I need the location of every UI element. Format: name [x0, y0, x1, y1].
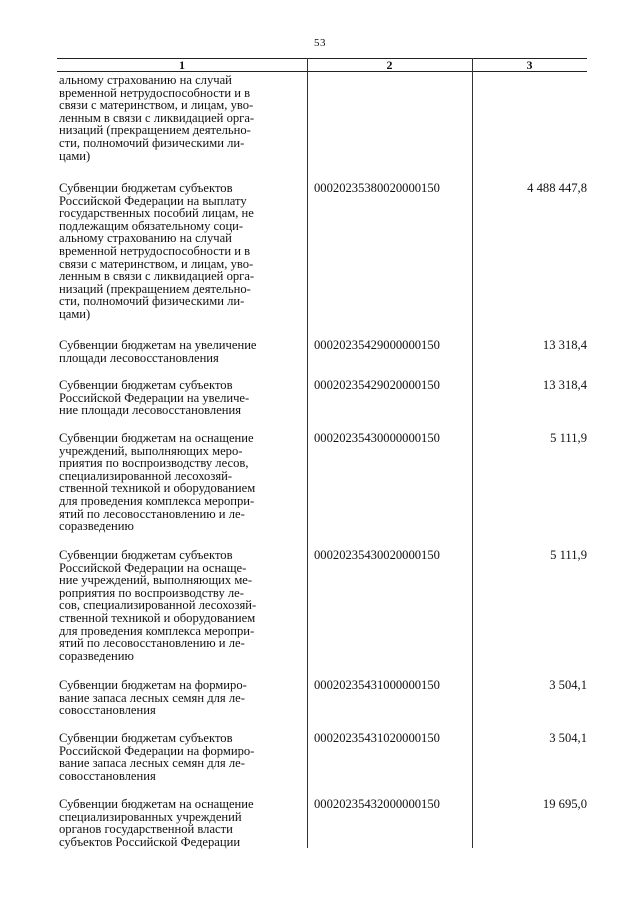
page-number: 53: [314, 37, 326, 49]
row-code: 00020235380020000150: [314, 181, 440, 195]
row-amount: 3 504,1: [549, 731, 587, 745]
row-code: 00020235429000000150: [314, 338, 440, 352]
row-name: Субвенции бюджетам субъектов Российской Федерации на увеличе- ние площади лесовосстановления: [59, 378, 250, 418]
row-code: 00020235430020000150: [314, 548, 440, 562]
row-name: Субвенции бюджетам на формиро- вание запаса лесных семян для ле- совосстановления: [59, 678, 247, 718]
row-name: Субвенции бюджетам на оснащение учреждений, выполняющих меро- приятия по воспроизводству лесов, специализированной лесохозяй- ственной техникой и оборудованием для проведения комплекса меропри- ятий по лесовосстановлению и ле- соразведению: [59, 431, 256, 534]
row-amount: 5 111,9: [550, 431, 587, 445]
row-name: Субвенции бюджетам на увеличение площади лесовосстановления: [59, 338, 257, 365]
row-code: 00020235431020000150: [314, 731, 440, 745]
column-divider: [307, 58, 308, 848]
row-amount: 13 318,4: [542, 378, 587, 392]
header-col-3: 3: [526, 58, 533, 72]
row-name: Субвенции бюджетам на оснащение специализированных учреждений органов государственной власти субъектов Российской Федерации: [59, 797, 254, 849]
row-code: 00020235430000000150: [314, 431, 440, 445]
table-header: [57, 58, 587, 72]
row-amount: 3 504,1: [549, 678, 587, 692]
row-code: 00020235431000000150: [314, 678, 440, 692]
row-amount: 4 488 447,8: [527, 181, 587, 195]
row-name: Субвенции бюджетам субъектов Российской Федерации на выплату государственных пособий лицам, не подлежащим обязательному соци- альному страхованию на случай временной нетрудоспособности и в связи с материнством, и лицам, уво- ленным в связи с ликвидацией орга- низаций (прекращением деятельно- сти, полномочий физическими ли- цами): [59, 181, 255, 321]
row-code: 00020235432000000150: [314, 797, 440, 811]
row-name: альному страхованию на случай временной нетрудоспособности и в связи с материнством, и лицам, уво- ленным в связи с ликвидацией орга- низаций (прекращением деятельно- сти, полномочий физическими ли- цами): [59, 73, 255, 163]
row-code: 00020235429020000150: [314, 378, 440, 392]
row-amount: 5 111,9: [550, 548, 587, 562]
row-amount: 13 318,4: [542, 338, 587, 352]
row-name: Субвенции бюджетам субъектов Российской Федерации на оснаще- ние учреждений, выполняющих ме- роприятия по воспроизводству ле- сов, специализированной лесохозяй- ственной техникой и оборудованием для проведения комплекса меропри- ятий по лесовосстановлению и ле- соразведению: [59, 548, 257, 663]
header-col-1: 1: [179, 58, 185, 72]
header-col-2: 2: [386, 58, 393, 72]
budget-table: [57, 58, 587, 848]
row-amount: 19 695,0: [542, 797, 587, 811]
row-name: Субвенции бюджетам субъектов Российской Федерации на формиро- вание запаса лесных семян для ле- совосстановления: [59, 731, 255, 783]
column-divider: [472, 58, 473, 848]
